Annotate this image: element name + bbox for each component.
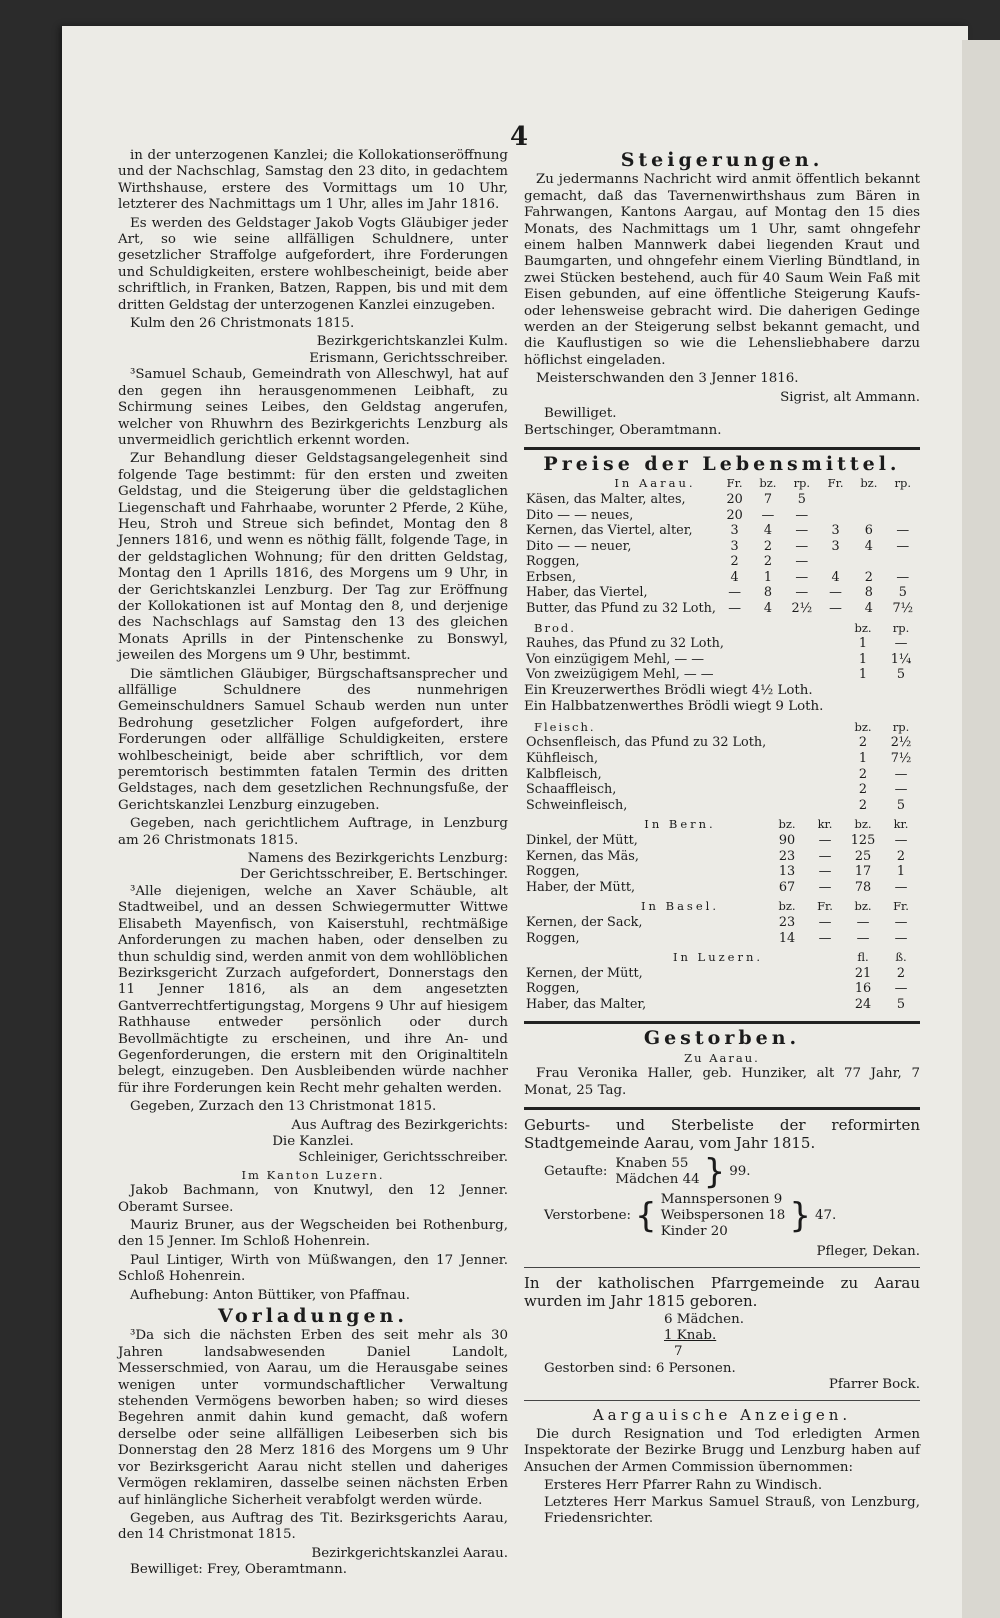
price-item: Käsen, das Malter, altes, bbox=[526, 491, 686, 507]
kath-maedchen: 6 Mädchen. bbox=[664, 1311, 744, 1327]
price-value: 7 bbox=[763, 491, 772, 507]
price-value: — bbox=[818, 864, 832, 880]
price-value bbox=[886, 492, 920, 508]
price-value: 20 bbox=[726, 491, 743, 507]
notice-paragraph: Mauriz Bruner, aus der Wegscheiden bei Rothenburg, den 15 Jenner. Im Schloß Hohenrein. bbox=[118, 1218, 508, 1250]
price-value: 5 bbox=[896, 667, 906, 683]
luzern-heading: In Luzern. bbox=[672, 950, 764, 965]
price-item: Dito — — neuer, bbox=[526, 538, 632, 554]
price-value: 4 bbox=[730, 569, 739, 585]
brace-icon: { bbox=[635, 1196, 657, 1237]
price-row bbox=[524, 849, 920, 865]
price-row bbox=[524, 652, 920, 668]
brod-price-table bbox=[524, 621, 920, 683]
bewilliget: Bewilliget. bbox=[544, 406, 617, 422]
anzeigen-line: Ersteres Herr Pfarrer Rahn zu Windisch. bbox=[544, 1478, 823, 1494]
price-value: — bbox=[829, 601, 842, 617]
price-value: — bbox=[894, 879, 908, 895]
price-item: Roggen, bbox=[526, 930, 580, 946]
price-value: 2 bbox=[858, 797, 868, 813]
price-item: Haber, das Viertel, bbox=[526, 585, 648, 601]
notice-paragraph: ³Samuel Schaub, Gemeindrath von Alleschwyl, hat auf den gegen ihn herausgenommenen Leibhaft, zu Schirmung seines Leibes, den Geldstag angerufen, welcher von Rhuwhrn des Bezirkgerichts Lenzburg als unvermeidlich gerichtlich erkennt worden. bbox=[118, 367, 508, 448]
price-item: Haber, der Mütt, bbox=[526, 879, 636, 895]
price-value: 7½ bbox=[890, 751, 912, 767]
col-header: Fr. bbox=[726, 476, 743, 491]
price-row bbox=[524, 539, 920, 555]
price-row bbox=[524, 585, 920, 601]
price-value: 13 bbox=[778, 864, 796, 880]
price-value: 2 bbox=[730, 554, 739, 570]
mannspersonen-count: Mannspersonen 9 bbox=[660, 1192, 783, 1208]
fleisch-price-table bbox=[524, 720, 920, 814]
price-value: — bbox=[795, 554, 809, 570]
price-value: 125 bbox=[850, 833, 876, 848]
brod-line: Ein Halbbatzenwerthes Brödli wiegt 9 Loth. bbox=[524, 699, 824, 715]
price-value: — bbox=[894, 766, 908, 782]
price-item: Kernen, das Viertel, alter, bbox=[526, 523, 693, 539]
price-value bbox=[819, 554, 852, 570]
price-value bbox=[819, 492, 852, 508]
basel-heading: In Basel. bbox=[641, 899, 719, 914]
brace-icon: } bbox=[789, 1196, 811, 1237]
price-row bbox=[524, 601, 920, 617]
col-header: ß. bbox=[895, 950, 907, 965]
notice-paragraph: Namens des Bezirkgerichts Lenzburg: bbox=[247, 851, 508, 867]
divider bbox=[524, 1267, 920, 1268]
price-value: — bbox=[728, 601, 741, 617]
price-item: Roggen, bbox=[526, 981, 580, 997]
price-value: 21 bbox=[854, 965, 872, 981]
price-value: 90 bbox=[778, 833, 796, 848]
price-row bbox=[524, 667, 920, 683]
price-value: 2 bbox=[763, 554, 772, 570]
price-item: Dito — — neues, bbox=[526, 507, 634, 523]
price-value: — bbox=[894, 833, 908, 848]
col-header: Fr. bbox=[817, 899, 833, 914]
price-value: 20 bbox=[726, 507, 743, 523]
price-item: Kalbfleisch, bbox=[526, 766, 602, 782]
price-value: — bbox=[894, 782, 908, 798]
price-row bbox=[524, 735, 920, 751]
price-value: — bbox=[728, 585, 741, 601]
notice-paragraph: Bezirkgerichtskanzlei Kulm. bbox=[316, 334, 508, 350]
brod-line: Ein Kreuzerwerthes Brödli wiegt 4½ Loth. bbox=[524, 683, 813, 699]
col-header: rp. bbox=[894, 476, 912, 491]
price-row bbox=[524, 997, 920, 1013]
price-value: — bbox=[894, 636, 908, 652]
verstorbene-total: 47. bbox=[814, 1207, 837, 1223]
price-row bbox=[524, 931, 920, 947]
price-value: 25 bbox=[854, 848, 872, 864]
price-item: Rauhes, das Pfund zu 32 Loth, bbox=[526, 636, 724, 652]
notice-paragraph: ³Da sich die nächsten Erben des seit mehr als 30 Jahren landsabwesenden Daniel Landolt, Messerschmied, von Aarau, um die Herausgabe seines wenigen unter vormundschaftlicher Verwaltung stehenden Vermögens beworben haben; so wird dieses Begehren anmit dahin kund gemacht, daß wofern derselbe oder seine allfälligen Leibeserben sich bis Donnerstag den 28 Merz 1816 des Morgens um 9 Uhr vor Bezirksgericht Aarau nicht stellen und daheriges Vermögen reklamiren, dasselbe seinen nächsten Erben auf hinlängliche Sicherheit verabfolgt werden würde. bbox=[118, 1328, 508, 1508]
price-value: 8 bbox=[864, 585, 873, 601]
notice-paragraph: Zur Behandlung dieser Geldstagsangelegenheit sind folgende Tage bestimmt: für den ersten und zweiten Geldstag, und die Steigerung über die geldstaglichen Liegenschaft und Fahrhaabe, worunter 2 Pferde, 2 Kühe, Heu, Stroh und Streue sich befindet, Montag den 8 Jenners 1816, und wenn es nöthig fällt, folgende Tage, in der geldstaglichen Wohnung; für den dritten Geldstag, Montag den 1 Aprills 1816, des Morgens um 9 Uhr, in der Gerichtskanzlei Lenzburg. Der Tag zur Eröffnung der Kollokationen ist auf Montag den 8, und derjenige des Nachschlags auf Samstag den 13 des gleichen Monats Aprills in der Pintenschenke zu Bonswyl, jeweilen des Morgens um 9 Uhr, bestimmt. bbox=[118, 451, 508, 664]
basel-price-table bbox=[524, 899, 920, 946]
price-value: 1 bbox=[896, 864, 906, 880]
price-item: Haber, das Malter, bbox=[526, 996, 647, 1012]
getaufte-total: 99. bbox=[729, 1163, 751, 1179]
notice-paragraph: Es werden des Geldstager Jakob Vogts Gläubiger jeder Art, so wie seine allfälligen Schuldnere, unter gesetzlicher Straffolge aufgefordert, ihre Forderungen und Schuldigkeiten, erstere wohlbescheinigt, beide aber schriftlich, in Franken, Batzen, Rappen, bis und mit dem dritten Geldstag der unterzogenen Kanzlei einzugeben. bbox=[118, 215, 508, 313]
price-value bbox=[819, 508, 852, 524]
knaben-count: Knaben 55 bbox=[615, 1156, 689, 1172]
gestorben-heading: Gestorben. bbox=[643, 1026, 801, 1049]
price-row bbox=[524, 880, 920, 896]
price-value: — bbox=[818, 914, 832, 930]
price-item: Kernen, der Sack, bbox=[526, 914, 643, 930]
col-header: bz. bbox=[854, 620, 872, 635]
col-header: kr. bbox=[893, 817, 909, 832]
price-value bbox=[886, 508, 920, 524]
price-value: — bbox=[795, 538, 809, 554]
price-row bbox=[524, 508, 920, 524]
pfleger-signature: Pfleger, Dekan. bbox=[816, 1244, 920, 1260]
verstorbene-stat bbox=[544, 1192, 920, 1240]
steigerungen-date: Meisterschwanden den 3 Jenner 1816. bbox=[536, 371, 799, 387]
price-value: 78 bbox=[854, 879, 872, 895]
fleisch-heading: Fleisch. bbox=[534, 719, 596, 734]
col-header: Fr. bbox=[893, 899, 909, 914]
price-value bbox=[886, 554, 920, 570]
price-item: Ochsenfleisch, das Pfund zu 32 Loth, bbox=[526, 735, 767, 751]
aarau-price-table bbox=[524, 476, 920, 616]
price-value: 4 bbox=[763, 523, 772, 539]
price-row bbox=[524, 782, 920, 798]
price-value: 1 bbox=[858, 636, 868, 652]
price-value: — bbox=[795, 585, 809, 601]
price-value: 6 bbox=[864, 523, 873, 539]
price-value: — bbox=[894, 981, 908, 997]
price-value: 8 bbox=[763, 585, 772, 601]
col-header: rp. bbox=[793, 476, 811, 491]
col-header: kr. bbox=[817, 817, 833, 832]
price-item: Kernen, der Mütt, bbox=[526, 965, 643, 981]
price-value: 1 bbox=[763, 569, 772, 585]
notice-paragraph: Der Gerichtsschreiber, E. Bertschinger. bbox=[240, 867, 508, 883]
price-item: Roggen, bbox=[526, 554, 580, 570]
price-row bbox=[524, 767, 920, 783]
price-value: 3 bbox=[730, 538, 739, 554]
col-header: bz. bbox=[854, 899, 872, 914]
anzeigen-line: Letzteres Herr Markus Samuel Strauß, von Lenzburg, Friedensrichter. bbox=[544, 1494, 920, 1527]
page-number: 4 bbox=[510, 122, 529, 152]
steigerungen-signature: Sigrist, alt Ammann. bbox=[780, 389, 920, 405]
right-column bbox=[524, 148, 920, 1527]
col-header: bz. bbox=[778, 817, 796, 832]
price-value: 1 bbox=[858, 667, 868, 683]
notice-paragraph: Kulm den 26 Christmonats 1815. bbox=[130, 316, 355, 332]
price-value: — bbox=[894, 914, 908, 930]
price-value: — bbox=[856, 930, 870, 946]
price-row bbox=[524, 966, 920, 982]
price-value: 16 bbox=[854, 981, 872, 997]
price-value: — bbox=[856, 914, 870, 930]
anzeigen-heading: Aargauische Anzeigen. bbox=[592, 1405, 852, 1424]
price-value: 2 bbox=[864, 569, 873, 585]
gestorben-place: Zu Aarau. bbox=[684, 1050, 760, 1065]
divider bbox=[524, 1107, 920, 1110]
notice-paragraph: Die sämtlichen Gläubiger, Bürgschaftsansprecher und allfällige Schuldnere des nunmehrigen Gemeinschuldners Samuel Schaub werden nun unter Bedrohung gesetzlicher Folgen aufgefordert, ihre Forderungen oder allfällige Schuldigkeiten, erstere wohlbescheinigt, beide aber schriftlich, vor dem peremtorisch bestimmten fatalen Termin des dritten Geldstages, nach dem gesetzlichen Rechnungsfuße, der Gerichtskanzlei Lenzburg einzugeben. bbox=[118, 666, 508, 813]
notice-paragraph: Aufhebung: Anton Büttiker, von Pfaffnau. bbox=[130, 1287, 411, 1303]
gestorben-text: Frau Veronika Haller, geb. Hunziker, alt 77 Jahr, 7 Monat, 25 Tag. bbox=[524, 1066, 920, 1098]
preise-heading: Preise der Lebensmittel. bbox=[543, 452, 901, 475]
price-item: Schaaffleisch, bbox=[526, 782, 617, 798]
price-value: 67 bbox=[778, 879, 796, 895]
price-item: Roggen, bbox=[526, 864, 580, 880]
getaufte-stat bbox=[544, 1152, 920, 1193]
notice-paragraph: Erismann, Gerichtsschreiber. bbox=[309, 350, 508, 366]
notice-paragraph: Die Kanzlei. bbox=[272, 1133, 354, 1149]
price-row bbox=[524, 492, 920, 508]
notice-paragraph: in der unterzogenen Kanzlei; die Kollokationseröffnung und der Nachschlag, Samstag den 23 dito, in gedachtem Wirthshause, erstere des Vormittags um 10 Uhr, letzterer des Nachmittags um 1 Uhr, alles im Jahr 1816. bbox=[118, 148, 508, 213]
price-row bbox=[524, 523, 920, 539]
price-item: Von zweizügigem Mehl, — — bbox=[526, 667, 714, 683]
price-value: 23 bbox=[778, 848, 796, 864]
price-row bbox=[524, 554, 920, 570]
steigerungen-heading: Steigerungen. bbox=[620, 149, 824, 171]
pfarrer-signature: Pfarrer Bock. bbox=[828, 1377, 920, 1393]
price-value: — bbox=[818, 879, 832, 895]
notice-paragraph: Bewilliget: Frey, Oberamtmann. bbox=[130, 1562, 348, 1578]
price-value: — bbox=[795, 507, 809, 523]
price-value: 1 bbox=[858, 651, 868, 667]
aarau-heading: In Aarau. bbox=[614, 476, 696, 491]
notice-paragraph: Bezirkgerichtskanzlei Aarau. bbox=[311, 1545, 508, 1561]
notice-paragraph: Gegeben, nach gerichtlichem Auftrage, in Lenzburg am 26 Christmonats 1815. bbox=[118, 816, 508, 848]
getaufte-label: Getaufte: bbox=[544, 1163, 608, 1179]
price-item: Butter, das Pfund zu 32 Loth, bbox=[526, 601, 716, 617]
price-value: 2 bbox=[896, 965, 906, 981]
col-header: bz. bbox=[759, 476, 777, 491]
price-value: 5 bbox=[898, 585, 907, 601]
price-value: 2 bbox=[763, 538, 772, 554]
price-value: 2½ bbox=[791, 601, 813, 617]
price-row bbox=[524, 915, 920, 931]
price-value: — bbox=[894, 930, 908, 946]
price-row bbox=[524, 981, 920, 997]
price-item: Von einzügigem Mehl, — — bbox=[526, 651, 705, 667]
price-row bbox=[524, 833, 920, 849]
price-value bbox=[852, 508, 885, 524]
price-value: 7½ bbox=[892, 601, 914, 617]
price-value: 4 bbox=[763, 601, 772, 617]
bern-heading: In Bern. bbox=[644, 817, 716, 832]
divider bbox=[524, 1400, 920, 1401]
price-row bbox=[524, 798, 920, 814]
price-value: — bbox=[795, 523, 809, 539]
price-value: — bbox=[818, 930, 832, 946]
col-header: bz. bbox=[854, 719, 872, 734]
price-value: 3 bbox=[831, 523, 840, 539]
bern-price-table bbox=[524, 817, 920, 895]
price-value: — bbox=[818, 833, 832, 848]
price-value: 5 bbox=[896, 797, 906, 813]
price-value: — bbox=[818, 848, 832, 864]
price-value bbox=[852, 492, 885, 508]
price-item: Schweinfleisch, bbox=[526, 797, 628, 813]
divider bbox=[524, 1021, 920, 1024]
price-value: 2 bbox=[858, 782, 868, 798]
anzeigen-text: Die durch Resignation und Tod erledigten Armen Inspektorate der Bezirke Brugg und Lenzburg haben auf Ansuchen der Armen Commission übernommen: bbox=[524, 1427, 920, 1475]
price-value: — bbox=[795, 569, 809, 585]
price-value: 1 bbox=[858, 751, 868, 767]
notice-paragraph: Jakob Bachmann, von Knutwyl, den 12 Jenner. Oberamt Sursee. bbox=[118, 1183, 508, 1215]
next-page-edge bbox=[962, 40, 1000, 1618]
notice-paragraph: Aus Auftrag des Bezirkgerichts: bbox=[291, 1117, 508, 1133]
weibspersonen-count: Weibspersonen 18 bbox=[660, 1208, 786, 1224]
notice-paragraph: Im Kanton Luzern. bbox=[241, 1167, 385, 1182]
section-heading: Vorladungen. bbox=[218, 1305, 408, 1328]
price-value bbox=[852, 554, 885, 570]
price-value: — bbox=[896, 523, 910, 539]
brace-icon: } bbox=[703, 1152, 726, 1193]
price-row bbox=[524, 864, 920, 880]
col-header: bz. bbox=[854, 817, 872, 832]
price-value: 17 bbox=[854, 864, 872, 880]
price-value: 5 bbox=[797, 491, 806, 507]
notice-paragraph: Gegeben, aus Auftrag des Tit. Bezirksgerichts Aarau, den 14 Christmonat 1815. bbox=[118, 1510, 508, 1543]
left-column bbox=[118, 148, 508, 1581]
divider bbox=[524, 447, 920, 450]
col-header: rp. bbox=[892, 719, 910, 734]
price-value: 5 bbox=[896, 996, 906, 1012]
geburtsliste-title: Geburts- und Sterbeliste der reformirten Stadtgemeinde Aarau, vom Jahr 1815. bbox=[524, 1116, 920, 1153]
kath-knab: 1 Knab. bbox=[664, 1327, 717, 1343]
col-header: rp. bbox=[892, 620, 910, 635]
price-value: 24 bbox=[854, 996, 872, 1012]
col-header: bz. bbox=[778, 899, 796, 914]
col-header: Fr. bbox=[827, 476, 844, 491]
price-value: 2 bbox=[858, 735, 868, 751]
bertschinger: Bertschinger, Oberamtmann. bbox=[524, 422, 722, 438]
notice-paragraph: Paul Lintiger, Wirth von Müßwangen, den 17 Jenner. Schloß Hohenrein. bbox=[118, 1252, 508, 1285]
verstorbene-label: Verstorbene: bbox=[544, 1207, 632, 1223]
price-value: 2 bbox=[896, 848, 906, 864]
price-value: 23 bbox=[778, 914, 796, 930]
maedchen-count: Mädchen 44 bbox=[615, 1172, 700, 1188]
kinder-count: Kinder 20 bbox=[660, 1224, 728, 1240]
price-item: Kernen, das Mäs, bbox=[526, 848, 639, 864]
price-value: — bbox=[896, 538, 910, 554]
notice-paragraph: ³Alle diejenigen, welche an Xaver Schäuble, alt Stadtweibel, und an dessen Schwiegermutter Wittwe Elisabeth Mayenfisch, von Kaiserstuhl, rechtmäßige Anforderungen zu machen haben, oder denselben zu thun schuldig sind, werden anmit von dem wohllöblichen Bezirksgericht Zurzach aufgefordert, Donnerstags den 11 Jenner 1816, als an dem angesetzten Gantverrechtfertigungstag, Morgens 9 Uhr auf hiesigem Rathhause entweder persönlich oder durch Bevollmächtigte zu erscheinen, und ihre An- und Gegenforderungen, die erstern mit den Originaltiteln belegt, einzugeben. Den Ausbleibenden würde nachher für ihre Forderungen kein Recht mehr gehalten werden. bbox=[118, 883, 508, 1096]
steigerungen-text: Zu jedermanns Nachricht wird anmit öffentlich bekannt gemacht, daß das Tavernenwirthshaus zum Bären in Fahrwangen, Kantons Aargau, auf Montag den 15 dies Monats, des Nachmittags um 1 Uhr, samt ohngefehr einem halben Mannwerk dabei liegenden Kraut und Baumgarten, und ohngefehr einem Vierling Bündtland, in zwei Stücken bestehend, auch für 40 Saum Wein Faß mit Eisen gebunden, auf eine öffentliche Steigerung Kaufs- oder lehensweise gebracht wird. Die daherigen Gedinge werden an der Steigerung selbst bekannt gemacht, und die Kauflustigen so wie die Lehensliebhabere darzu höflichst eingeladen. bbox=[524, 172, 920, 368]
price-item: Dinkel, der Mütt, bbox=[526, 833, 638, 848]
price-value: 2½ bbox=[890, 735, 912, 751]
brod-heading: Brod. bbox=[534, 620, 576, 635]
notice-paragraph: Gegeben, Zurzach den 13 Christmonat 1815. bbox=[130, 1099, 437, 1115]
price-value: 3 bbox=[831, 538, 840, 554]
kath-gestorben: Gestorben sind: 6 Personen. bbox=[544, 1360, 736, 1376]
price-value: 3 bbox=[730, 523, 739, 539]
price-row bbox=[524, 636, 920, 652]
price-value: 4 bbox=[864, 538, 873, 554]
price-value: 4 bbox=[864, 601, 873, 617]
price-item: Erbsen, bbox=[526, 569, 577, 585]
price-value: — bbox=[829, 585, 842, 601]
kath-total: 7 bbox=[674, 1344, 683, 1360]
notice-paragraph: Schleiniger, Gerichtsschreiber. bbox=[298, 1150, 508, 1166]
katholisch-title: In der katholischen Pfarrgemeinde zu Aarau wurden im Jahr 1815 geboren. bbox=[524, 1273, 920, 1310]
price-row bbox=[524, 751, 920, 767]
col-header: bz. bbox=[860, 476, 878, 491]
luzern-price-table bbox=[524, 950, 920, 1012]
price-value: — bbox=[761, 507, 775, 523]
price-value: — bbox=[896, 569, 910, 585]
price-row bbox=[524, 570, 920, 586]
price-value: 1¼ bbox=[890, 651, 912, 667]
price-value: 4 bbox=[831, 569, 840, 585]
price-value: 14 bbox=[778, 930, 796, 946]
price-value: 2 bbox=[858, 766, 868, 782]
col-header: fl. bbox=[857, 950, 869, 965]
price-item: Kühfleisch, bbox=[526, 751, 599, 767]
